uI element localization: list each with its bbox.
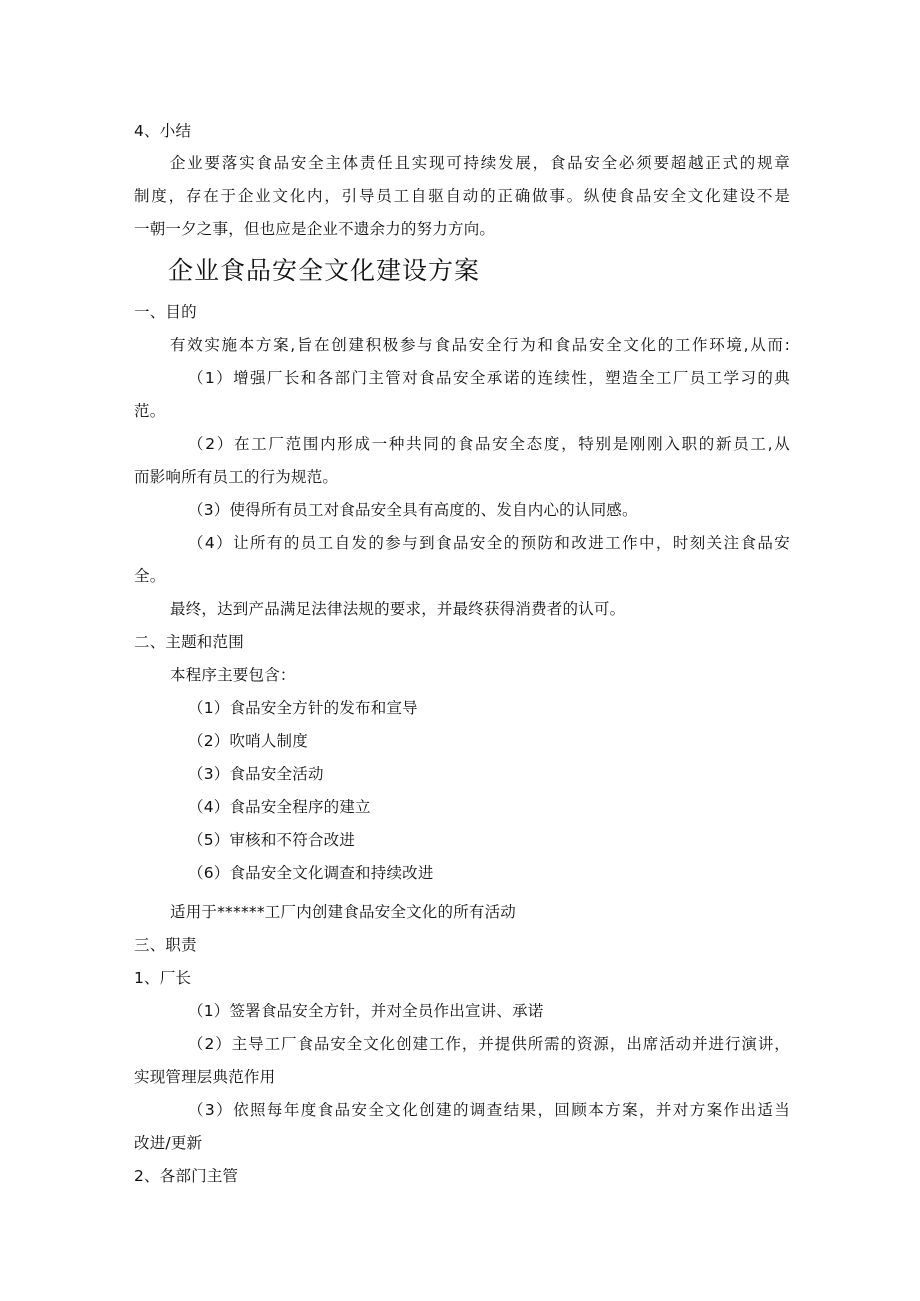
subheading-factory-director: 1、厂长 [134,969,192,987]
purpose-item-1-cont: 范。 [134,402,166,420]
purpose-item-1: （1）增强厂长和各部门主管对食品安全承诺的连续性，塑造全工厂员工学习的典 [188,369,790,387]
purpose-item-4-cont: 全。 [134,567,166,585]
scope-item: （1）食品安全方针的发布和宣导 [188,699,418,717]
scope-applicability: 适用于******工厂内创建食品安全文化的所有活动 [170,903,517,921]
director-item-2-cont: 实现管理层典范作用 [134,1068,276,1086]
summary-heading: 4、小结 [134,122,192,140]
scope-item: （4）食品安全程序的建立 [188,798,371,816]
scope-item: （5）审核和不符合改进 [188,831,356,849]
scope-intro: 本程序主要包含： [170,666,296,684]
subheading-department-heads: 2、各部门主管 [134,1167,239,1185]
scope-item: （3）食品安全活动 [188,765,324,783]
purpose-intro: 有效实施本方案,旨在创建积极参与食品安全行为和食品安全文化的工作环境,从而: [170,336,790,354]
director-item-1: （1）签署食品安全方针，并对全员作出宣讲、承诺 [188,1002,544,1020]
director-item-3-cont: 改进/更新 [134,1134,203,1152]
purpose-item-2-cont: 而影响所有员工的行为规范。 [134,468,339,486]
scope-item: （6）食品安全文化调查和持续改进 [188,864,434,882]
purpose-item-3: （3）使得所有员工对食品安全具有高度的、发自内心的认同感。 [188,501,638,519]
purpose-final: 最终，达到产品满足法律法规的要求，并最终获得消费者的认可。 [170,600,626,618]
section-heading-purpose: 一、目的 [134,303,197,321]
summary-paragraph-line: 一朝一夕之事，但也应是企业不遗余力的努力方向。 [134,220,496,238]
summary-paragraph-line: 制度，存在于企业文化内，引导员工自驱自动的正确做事。纵使食品安全文化建设不是 [134,187,790,205]
director-item-3: （3）依照每年度食品安全文化创建的调查结果，回顾本方案，并对方案作出适当 [188,1101,790,1119]
summary-paragraph-line: 企业要落实食品安全主体责任且实现可持续发展，食品安全必须要超越正式的规章 [170,154,790,172]
document-title: 企业食品安全文化建设方案 [168,256,481,285]
section-heading-scope: 二、主题和范围 [134,633,244,651]
section-heading-responsibilities: 三、职责 [134,936,197,954]
scope-item: （2）吹哨人制度 [188,732,308,750]
purpose-item-2: （2）在工厂范围内形成一种共同的食品安全态度，特别是刚刚入职的新员工,从 [188,435,790,453]
purpose-item-4: （4）让所有的员工自发的参与到食品安全的预防和改进工作中，时刻关注食品安 [188,534,790,552]
director-item-2: （2）主导工厂食品安全文化创建工作，并提供所需的资源，出席活动并进行演讲， [188,1035,790,1053]
